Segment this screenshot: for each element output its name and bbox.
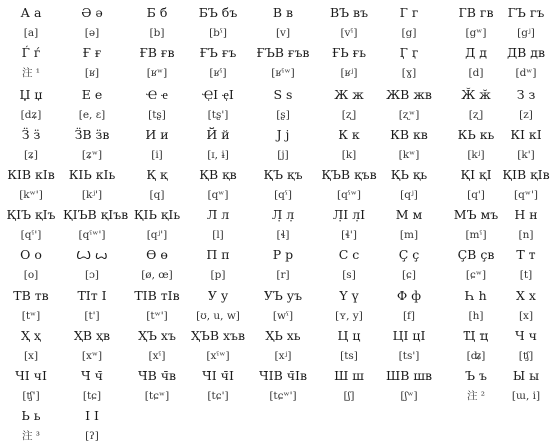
ipa-transcription: 注 ¹ <box>21 67 41 79</box>
letter-form: Ꙍ ꙍ <box>76 247 108 262</box>
letter-cell <box>380 208 438 242</box>
letter-cell <box>497 128 551 162</box>
letter-cell <box>320 248 378 282</box>
ipa-transcription: [b] <box>149 27 165 39</box>
letter-cell <box>63 6 121 40</box>
letter-cell <box>128 128 186 162</box>
letter-form: Ә ә <box>81 5 103 20</box>
letter-form: Һ һ <box>465 288 487 303</box>
letter-form: Ү ү <box>339 288 359 303</box>
letter-cell <box>254 88 312 122</box>
letter-form: З з <box>516 87 536 102</box>
ipa-transcription: [dʑ] <box>20 109 42 121</box>
letter-cell <box>380 128 438 162</box>
ipa-transcription: [kʲ'] <box>81 189 103 201</box>
letter-cell <box>63 248 121 282</box>
letter-cell <box>2 88 60 122</box>
ipa-transcription: [e, ɛ] <box>78 109 106 121</box>
letter-cell <box>189 6 247 40</box>
letter-form: Ц ц <box>337 328 361 343</box>
letter-cell <box>497 6 551 40</box>
letter-cell <box>254 329 312 363</box>
letter-form: Ъ ъ <box>465 368 487 383</box>
letter-form: Ч ч <box>515 328 537 343</box>
letter-form: ҚIВ қIв <box>502 167 550 182</box>
letter-form: Л̣I л̣I <box>332 207 366 222</box>
letter-cell <box>380 289 438 323</box>
ipa-transcription: [qʲ'] <box>146 229 168 241</box>
letter-form: П п <box>206 247 230 262</box>
ipa-transcription: [ʊ, u, w] <box>196 310 240 322</box>
ipa-transcription: [tʷ] <box>21 310 41 322</box>
ipa-transcription: [ʑʷ] <box>81 149 103 161</box>
letter-cell <box>2 329 60 363</box>
letter-form: Ӟ ӟ <box>21 127 41 142</box>
letter-cell <box>63 46 121 80</box>
letter-cell <box>254 369 312 403</box>
ipa-transcription: [qʲ] <box>400 189 418 201</box>
ipa-transcription: [vˤ] <box>340 27 358 39</box>
letter-form: КIВ кIв <box>7 167 55 182</box>
letter-cell <box>254 248 312 282</box>
letter-form: Ы ы <box>512 368 540 383</box>
letter-cell <box>63 409 121 443</box>
letter-form: ҒЪВ ғъв <box>256 45 310 60</box>
ipa-transcription: [ʁˤ] <box>209 67 227 79</box>
ipa-transcription: [ʧ] <box>518 350 534 362</box>
ipa-transcription: [ɪ, ɨ] <box>207 149 229 161</box>
ipa-transcription: [tʷ'] <box>146 310 168 322</box>
letter-form: В в <box>272 5 294 20</box>
letter-cell <box>497 289 551 323</box>
letter-cell <box>320 168 378 202</box>
ipa-transcription: [q'] <box>467 189 485 201</box>
letter-cell <box>497 88 551 122</box>
letter-form: Й й <box>206 127 230 142</box>
letter-cell <box>128 46 186 80</box>
letter-form: ҲВ ҳв <box>73 328 111 343</box>
ipa-transcription: [qˤ] <box>274 189 292 201</box>
letter-form: КВ кв <box>390 127 428 142</box>
ipa-transcription: [ə] <box>84 27 100 39</box>
letter-form: ҒЪ ғъ <box>199 45 237 60</box>
ipa-transcription: [ɬ] <box>276 229 290 241</box>
letter-form: ӞВ ӟв <box>74 127 110 142</box>
ipa-transcription: [tʂ'] <box>207 109 229 121</box>
letter-cell <box>128 289 186 323</box>
letter-cell <box>2 128 60 162</box>
letter-cell <box>2 289 60 323</box>
letter-cell <box>497 168 551 202</box>
letter-form: ҚIЬ қIь <box>133 207 181 222</box>
ipa-transcription: [qˤ'] <box>20 229 42 241</box>
letter-cell <box>63 369 121 403</box>
letter-form: Ӷ ӷ <box>399 45 419 60</box>
letter-cell <box>128 6 186 40</box>
ipa-transcription: [ʐʷ] <box>398 109 420 121</box>
letter-form: Ѓ ѓ <box>21 45 41 60</box>
ipa-transcription: [q] <box>149 189 165 201</box>
letter-form: ҚВ қв <box>199 167 237 182</box>
letter-form: ШВ шв <box>385 368 433 383</box>
ipa-transcription: [ɣ] <box>401 67 417 79</box>
ipa-transcription: [r] <box>276 269 290 281</box>
letter-form: ҚIЪ қIъ <box>6 207 56 222</box>
ipa-transcription: [ʁʷ] <box>146 67 168 79</box>
letter-form: Г г <box>399 5 419 20</box>
ipa-transcription: [ʐ] <box>341 109 357 121</box>
ipa-transcription: [ʏ, y] <box>335 310 363 322</box>
letter-cell <box>320 46 378 80</box>
ipa-transcription: [ʐ] <box>468 109 484 121</box>
letter-cell <box>380 168 438 202</box>
ipa-transcription: 注 ³ <box>21 430 41 442</box>
letter-form: Х х <box>516 288 536 303</box>
ipa-transcription: 注 ² <box>466 390 486 402</box>
ipa-transcription: [h] <box>468 310 484 322</box>
letter-form: ГЪ гъ <box>507 5 545 20</box>
ipa-transcription: [wˤ] <box>272 310 294 322</box>
letter-cell <box>63 329 121 363</box>
letter-cell <box>128 369 186 403</box>
ipa-transcription: [tɕʷ'] <box>269 390 297 402</box>
letter-cell <box>497 369 551 403</box>
letter-cell <box>254 46 312 80</box>
ipa-transcription: [qˤʷ] <box>336 189 361 201</box>
letter-form: У у <box>207 288 229 303</box>
letter-cell <box>380 46 438 80</box>
letter-cell <box>2 208 60 242</box>
ipa-transcription: [f] <box>402 310 416 322</box>
letter-cell <box>254 168 312 202</box>
letter-cell <box>380 369 438 403</box>
ipa-transcription: [m] <box>399 229 419 241</box>
letter-form: Л л <box>206 207 230 222</box>
ipa-transcription: [j] <box>277 149 289 161</box>
letter-form: БЪ бъ <box>198 5 238 20</box>
ipa-transcription: [x] <box>518 310 534 322</box>
letter-cell <box>189 289 247 323</box>
letter-form: Қ қ <box>146 167 168 182</box>
letter-cell <box>497 329 551 363</box>
ipa-transcription: [bˤ] <box>209 27 227 39</box>
letter-form: О о <box>20 247 42 262</box>
ipa-transcription: [ʃʷ] <box>400 390 418 402</box>
ipa-transcription: [tɕ'] <box>207 390 229 402</box>
letter-cell <box>2 369 60 403</box>
letter-form: С с <box>338 247 360 262</box>
ipa-transcription: [ʃ] <box>343 390 355 402</box>
letter-form: Ғ ғ <box>82 45 102 60</box>
letter-form: УЪ уъ <box>263 288 303 303</box>
letter-cell <box>497 208 551 242</box>
ipa-transcription: [ʁˤʷ] <box>271 67 295 79</box>
ipa-transcription: [n] <box>518 229 534 241</box>
letter-form: ҒЬ ғь <box>331 45 367 60</box>
ipa-transcription: [kʲ] <box>467 149 485 161</box>
letter-form: S s <box>273 87 293 102</box>
letter-form: Ч̄ ч̄ <box>81 368 103 383</box>
ipa-transcription: [ʧ'] <box>22 390 40 402</box>
letter-cell <box>320 128 378 162</box>
letter-cell <box>189 128 247 162</box>
ipa-transcription: [ɯ, i] <box>511 390 541 402</box>
letter-form: КIЬ кIь <box>68 167 116 182</box>
letter-form: ҾI ҿI <box>202 87 234 102</box>
letter-form: ҚЪ қъ <box>263 167 303 182</box>
letter-cell <box>320 369 378 403</box>
ipa-transcription: [ʂ] <box>276 109 290 121</box>
letter-form: КI кI <box>510 127 542 142</box>
letter-form: ЖВ жв <box>386 87 432 102</box>
letter-cell <box>2 409 60 443</box>
ipa-transcription: [xˤ] <box>148 350 166 362</box>
ipa-transcription: [ɕ] <box>401 269 417 281</box>
letter-cell <box>128 329 186 363</box>
ipa-transcription: [k'] <box>517 149 535 161</box>
letter-cell <box>254 6 312 40</box>
letter-form: Ь ь <box>21 408 41 423</box>
ipa-transcription: [ts'] <box>398 350 420 362</box>
letter-form: Ҽ ҽ <box>146 87 168 102</box>
letter-cell <box>320 289 378 323</box>
ipa-transcription: [o] <box>23 269 39 281</box>
ipa-transcription: [a] <box>23 27 39 39</box>
letter-cell <box>320 329 378 363</box>
letter-cell <box>497 248 551 282</box>
letter-form: Ш ш <box>334 368 364 383</box>
ipa-transcription: [kʷ'] <box>19 189 43 201</box>
letter-form: Д д <box>465 45 487 60</box>
letter-form: Б б <box>146 5 168 20</box>
letter-cell <box>189 329 247 363</box>
letter-cell <box>380 6 438 40</box>
ipa-transcription: [l] <box>212 229 224 241</box>
letter-cell <box>380 248 438 282</box>
ipa-transcription: [ø, œ] <box>141 269 173 281</box>
letter-form: ҲЬ хь <box>265 328 301 343</box>
letter-form: ТIт I <box>77 288 107 303</box>
ipa-transcription: [xʲ] <box>274 350 292 362</box>
letter-cell <box>128 168 186 202</box>
letter-cell <box>189 369 247 403</box>
letter-cell <box>380 88 438 122</box>
ipa-transcription: [t] <box>519 269 533 281</box>
letter-form: ЦI цI <box>392 328 426 343</box>
letter-cell <box>63 128 121 162</box>
ipa-transcription: [ʁ] <box>84 67 100 79</box>
ipa-transcription: [tɕʷ] <box>144 390 170 402</box>
letter-cell <box>63 168 121 202</box>
ipa-transcription: [p] <box>210 269 226 281</box>
ipa-transcription: [ɬ'] <box>341 229 357 241</box>
letter-form: Ф ф <box>396 288 422 303</box>
letter-cell <box>63 289 121 323</box>
letter-cell <box>128 248 186 282</box>
letter-form: Ҵ ҵ <box>463 328 489 343</box>
ipa-transcription: [xˤʷ] <box>206 350 230 362</box>
letter-form: Ç ç <box>398 247 420 262</box>
letter-cell <box>189 248 247 282</box>
letter-form: Н н <box>514 207 538 222</box>
letter-form: К к <box>338 127 360 142</box>
letter-cell <box>128 88 186 122</box>
ipa-transcription: [i] <box>151 149 163 161</box>
letter-form: ГВ гв <box>458 5 494 20</box>
letter-cell <box>2 248 60 282</box>
letter-form: МЪ мъ <box>453 207 499 222</box>
ipa-transcription: [x] <box>23 350 39 362</box>
letter-form: ВЪ въ <box>329 5 369 20</box>
letter-form: ЧI чI <box>15 368 47 383</box>
ipa-transcription: [d] <box>468 67 484 79</box>
letter-cell <box>380 329 438 363</box>
letter-form: Ч̄I ч̄I <box>202 368 234 383</box>
ipa-transcription: [gʷ] <box>465 27 487 39</box>
ipa-transcription: [ɔ] <box>84 269 100 281</box>
ipa-transcription: [xʷ] <box>81 350 103 362</box>
ipa-transcription: [qʷ'] <box>514 189 538 201</box>
letter-form: Р р <box>272 247 294 262</box>
letter-form: ҚЪВ қъв <box>321 167 377 182</box>
letter-form: Ч̄IВ ч̄Iв <box>259 368 307 383</box>
letter-form: А а <box>20 5 42 20</box>
letter-form: Т т <box>516 247 536 262</box>
letter-cell <box>320 6 378 40</box>
ipa-transcription: [z] <box>519 109 533 121</box>
letter-form: Ҳ ҳ <box>21 328 41 343</box>
ipa-transcription: [k] <box>341 149 357 161</box>
letter-form: ТIВ тIв <box>134 288 180 303</box>
letter-cell <box>254 128 312 162</box>
letter-cell <box>254 208 312 242</box>
letter-cell <box>189 208 247 242</box>
letter-cell <box>254 289 312 323</box>
letter-form: ТВ тв <box>13 288 49 303</box>
ipa-transcription: [qˤʷ'] <box>78 229 106 241</box>
ipa-transcription: [ɕʷ] <box>465 269 487 281</box>
letter-form: ҚIЪВ қIъв <box>63 207 129 222</box>
letter-form: И и <box>145 127 169 142</box>
letter-cell <box>63 88 121 122</box>
letter-form: КЬ кь <box>457 127 495 142</box>
letter-form: Ӂ ӂ <box>461 87 491 102</box>
ipa-transcription: [s] <box>342 269 356 281</box>
letter-cell <box>128 208 186 242</box>
letter-form: М м <box>395 207 423 222</box>
letter-form: Л̣ л̣ <box>271 207 295 222</box>
letter-cell <box>189 168 247 202</box>
letter-form: Ч̄В ч̄в <box>137 368 177 383</box>
letter-form: Е е <box>81 87 103 102</box>
letter-cell <box>2 46 60 80</box>
letter-form: ҚЬ қь <box>390 167 428 182</box>
ipa-transcription: [tʂ] <box>148 109 166 121</box>
ipa-transcription: [v] <box>275 27 291 39</box>
ipa-transcription: [kʷ] <box>398 149 420 161</box>
letter-cell <box>189 46 247 80</box>
letter-cell <box>2 6 60 40</box>
ipa-transcription: [ʑ] <box>23 149 39 161</box>
ipa-transcription: [ʔ] <box>85 430 99 442</box>
ipa-transcription: [tɕ] <box>82 390 102 402</box>
ipa-transcription: [ʥ] <box>466 350 486 362</box>
letter-form: Ж ж <box>334 87 364 102</box>
ipa-transcription: [mˤ] <box>465 229 487 241</box>
letter-form: Џ џ <box>19 87 43 102</box>
letter-form: ДВ дв <box>506 45 546 60</box>
letter-cell <box>320 208 378 242</box>
ipa-transcription: [ts] <box>340 350 358 362</box>
letter-cell <box>2 168 60 202</box>
letter-form: I I <box>85 408 99 423</box>
ipa-transcription: [qʷ] <box>207 189 229 201</box>
letter-cell <box>320 88 378 122</box>
letter-cell <box>63 207 129 242</box>
letter-cell <box>497 46 551 80</box>
ipa-transcription: [g] <box>401 27 417 39</box>
letter-form: ҲЪ хъ <box>138 328 176 343</box>
letter-form: ÇВ çв <box>457 247 495 262</box>
letter-cell <box>189 88 247 122</box>
ipa-transcription: [gʲ] <box>517 27 535 39</box>
ipa-transcription: [ʁʲ] <box>340 67 358 79</box>
letter-form: ҒВ ғв <box>139 45 175 60</box>
letter-form: ҚI қI <box>460 167 492 182</box>
letter-form: J j <box>276 127 290 142</box>
ipa-transcription: [dʷ] <box>515 67 537 79</box>
letter-form: Ө ө <box>146 247 168 262</box>
letter-form: ҲЪВ хъв <box>190 328 246 343</box>
ipa-transcription: [t'] <box>84 310 100 322</box>
